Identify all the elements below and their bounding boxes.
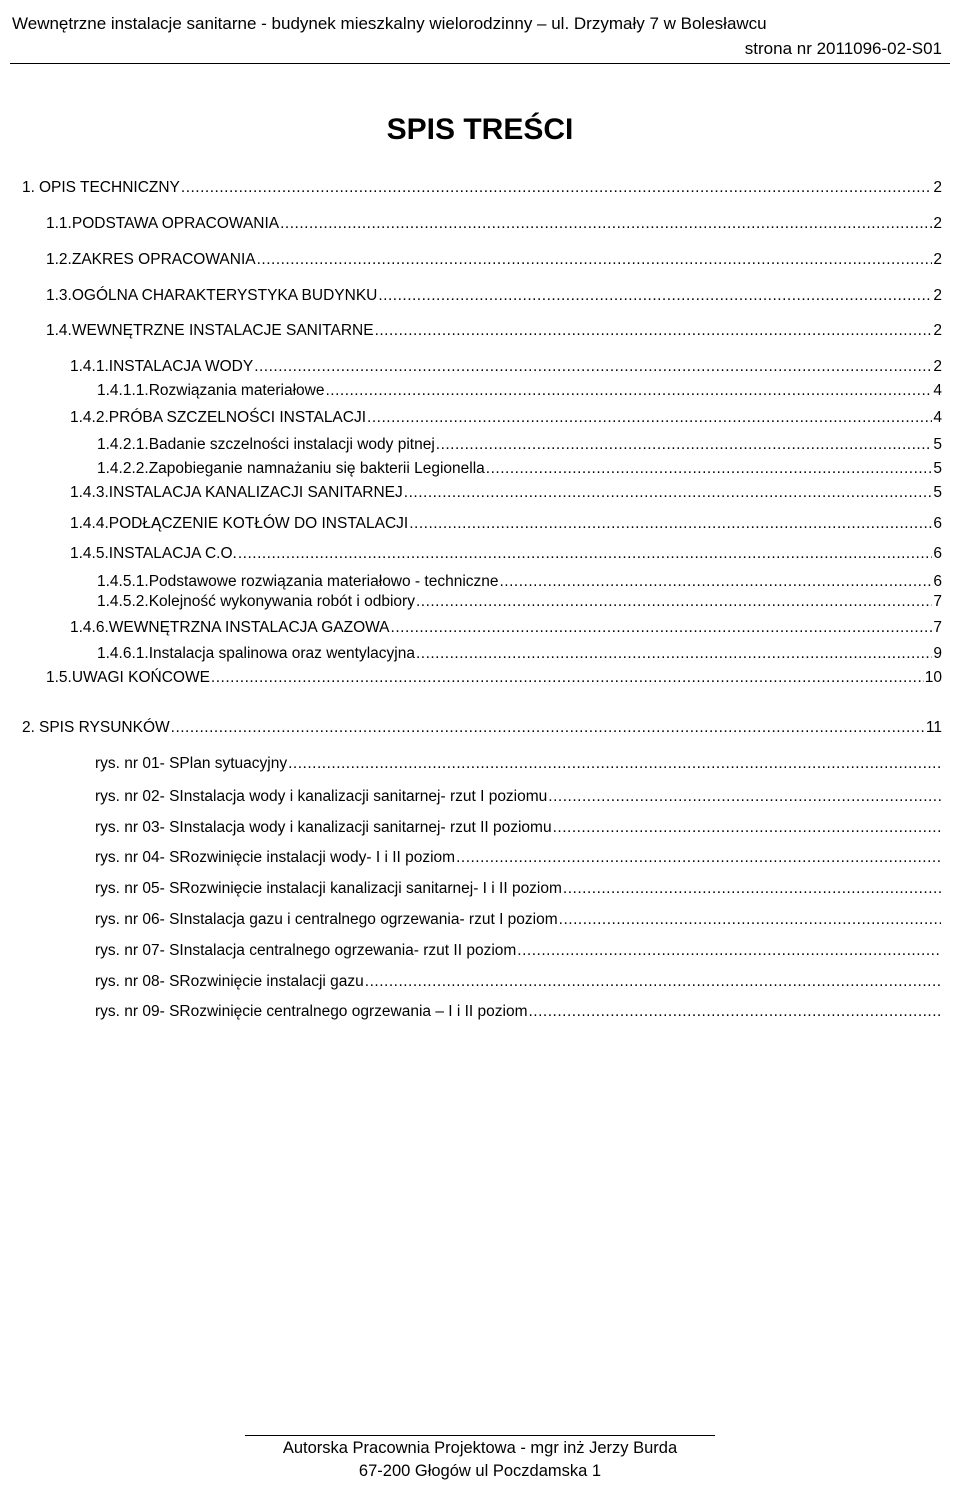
toc-entry-1-3[interactable] bbox=[46, 285, 942, 307]
figure-title: Instalacja wody i kanalizacji sanitarnej- rzut II poziomu bbox=[179, 819, 552, 836]
figure-entry-06[interactable] bbox=[95, 909, 942, 931]
figure-code: rys. nr 02- S bbox=[95, 788, 180, 805]
toc-leader bbox=[416, 643, 932, 665]
figure-title: Instalacja gazu i centralnego ogrzewania- rzut I poziom bbox=[179, 911, 558, 928]
figure-leader bbox=[529, 1001, 942, 1023]
figure-code: rys. nr 08- S bbox=[95, 973, 180, 990]
toc-entry-1-4-1-1[interactable] bbox=[97, 380, 942, 402]
toc-label: Instalacja spalinowa oraz wentylacyjna bbox=[148, 645, 415, 662]
toc-page: 2 bbox=[933, 358, 942, 375]
toc-number: 1.4.4. bbox=[70, 515, 109, 532]
figure-entry-04[interactable] bbox=[95, 847, 942, 869]
toc-page: 2 bbox=[933, 251, 942, 268]
toc-page: 2 bbox=[933, 322, 942, 339]
toc-leader bbox=[409, 513, 932, 535]
toc-number: 1.4. bbox=[46, 322, 72, 339]
toc-leader bbox=[280, 213, 932, 235]
figure-entry-08[interactable] bbox=[95, 971, 942, 993]
toc-label: Zapobieganie namnażaniu się bakterii Legionella bbox=[148, 460, 485, 477]
toc-number: 1.2. bbox=[46, 251, 72, 268]
figure-leader bbox=[288, 753, 941, 775]
toc-page: 6 bbox=[933, 573, 942, 590]
figure-leader bbox=[559, 909, 941, 931]
toc-label: Kolejność wykonywania robót i odbiory bbox=[148, 593, 415, 610]
toc-page: 2 bbox=[933, 179, 942, 196]
toc-leader bbox=[325, 380, 932, 402]
toc-number: 1.4.5. bbox=[70, 545, 109, 562]
toc-number: 1.4.2. bbox=[70, 409, 109, 426]
toc-number: 1.4.2.2. bbox=[97, 460, 149, 477]
toc-entry-1-4-2-1[interactable] bbox=[97, 434, 942, 456]
toc-number: 1.4.5.2. bbox=[97, 593, 149, 610]
toc-entry-1-4-5-2[interactable] bbox=[97, 591, 942, 613]
toc-leader bbox=[181, 177, 932, 199]
figure-title: Rozwinięcie instalacji gazu bbox=[179, 973, 364, 990]
toc-page: 6 bbox=[933, 515, 942, 532]
toc-leader bbox=[404, 482, 933, 504]
toc-number: 1.4.6.1. bbox=[97, 645, 149, 662]
header-page-ref: strona nr 2011096-02-S01 bbox=[744, 39, 942, 58]
figure-leader bbox=[365, 971, 941, 993]
toc-label: UWAGI KOŃCOWE bbox=[71, 669, 210, 686]
toc-leader bbox=[375, 320, 933, 342]
toc-page: 5 bbox=[933, 436, 942, 453]
toc-entry-1-4-2-2[interactable] bbox=[97, 458, 942, 480]
toc-number: 1.1. bbox=[46, 215, 72, 232]
toc-number: 1.4.1.1. bbox=[97, 382, 149, 399]
toc-label: SPIS RYSUNKÓW bbox=[39, 719, 170, 736]
figure-entry-09[interactable] bbox=[95, 1001, 942, 1023]
figure-title: Rozwinięcie centralnego ogrzewania – I i II poziom bbox=[179, 1003, 528, 1020]
toc-page: 11 bbox=[925, 719, 942, 736]
toc-label: PODSTAWA OPRACOWANIA bbox=[71, 215, 280, 232]
toc-entry-1[interactable] bbox=[22, 177, 942, 199]
toc-leader bbox=[211, 667, 924, 689]
footer-line-1: Autorska Pracownia Projektowa - mgr inż Jerzy Burda bbox=[282, 1439, 678, 1457]
toc-entry-1-4[interactable] bbox=[46, 320, 942, 342]
header-rule bbox=[10, 63, 950, 64]
toc-number: 1.4.1. bbox=[70, 358, 109, 375]
toc-page: 7 bbox=[933, 593, 942, 610]
toc-entry-1-2[interactable] bbox=[46, 249, 942, 271]
page-header bbox=[0, 0, 960, 68]
toc-page: 5 bbox=[933, 484, 942, 501]
figure-entry-03[interactable] bbox=[95, 817, 942, 839]
toc-leader bbox=[367, 407, 932, 429]
toc-leader bbox=[416, 591, 932, 613]
figure-code: rys. nr 06- S bbox=[95, 911, 180, 928]
toc-number: 1.4.2.1. bbox=[97, 436, 149, 453]
toc-label: ZAKRES OPRACOWANIA bbox=[71, 251, 256, 268]
toc-label: WEWNĘTRZNA INSTALACJA GAZOWA bbox=[108, 619, 390, 636]
figure-code: rys. nr 03- S bbox=[95, 819, 180, 836]
toc-page: 9 bbox=[933, 645, 942, 662]
toc-leader bbox=[436, 434, 933, 456]
toc-page: 7 bbox=[933, 619, 942, 636]
toc-label: Badanie szczelności instalacji wody pitnej bbox=[148, 436, 435, 453]
toc-entry-1-4-3[interactable] bbox=[70, 482, 942, 504]
figure-title: Rozwinięcie instalacji kanalizacji sanitarnej- I i II poziom bbox=[179, 880, 562, 897]
toc-label: PODŁĄCZENIE KOTŁÓW DO INSTALACJI bbox=[108, 515, 409, 532]
toc-entry-1-5[interactable] bbox=[46, 667, 942, 689]
toc-label: OPIS TECHNICZNY bbox=[38, 179, 180, 196]
toc-entry-1-4-4[interactable] bbox=[70, 513, 942, 535]
toc-label: INSTALACJA WODY bbox=[108, 358, 254, 375]
toc-leader bbox=[238, 543, 933, 565]
toc-entry-2[interactable] bbox=[22, 717, 942, 739]
toc-label: OGÓLNA CHARAKTERYSTYKA BUDYNKU bbox=[71, 287, 378, 304]
figure-title: Instalacja centralnego ogrzewania- rzut II poziom bbox=[179, 942, 517, 959]
figure-code: rys. nr 05- S bbox=[95, 880, 180, 897]
toc-number: 1.4.5.1. bbox=[97, 573, 149, 590]
figure-entry-01[interactable] bbox=[95, 753, 942, 775]
figure-code: rys. nr 09- S bbox=[95, 1003, 180, 1020]
footer-line-2: 67-200 Głogów ul Poczdamska 1 bbox=[358, 1462, 602, 1480]
toc-page: 2 bbox=[933, 215, 942, 232]
figure-leader bbox=[456, 847, 941, 869]
toc-entry-1-4-5-1[interactable] bbox=[97, 571, 942, 593]
toc-leader bbox=[171, 717, 925, 739]
toc-number: 1.3. bbox=[46, 287, 72, 304]
toc-page: 6 bbox=[933, 545, 942, 562]
toc-label: INSTALACJA C.O. bbox=[108, 545, 237, 562]
toc-leader bbox=[254, 356, 932, 378]
toc-label: WEWNĘTRZNE INSTALACJE SANITARNE bbox=[71, 322, 374, 339]
toc-number: 2. bbox=[22, 719, 35, 736]
toc-number: 1.4.6. bbox=[70, 619, 109, 636]
toc-leader bbox=[257, 249, 933, 271]
toc-page: 4 bbox=[933, 409, 942, 426]
toc-leader bbox=[500, 571, 933, 593]
toc-leader bbox=[486, 458, 933, 480]
toc-page: 5 bbox=[933, 460, 942, 477]
figure-entry-05[interactable] bbox=[95, 878, 942, 900]
figure-title: Instalacja wody i kanalizacji sanitarnej- rzut I poziomu bbox=[179, 788, 548, 805]
toc-label: Rozwiązania materiałowe bbox=[148, 382, 325, 399]
figure-entry-02[interactable] bbox=[95, 786, 942, 808]
toc-entry-1-4-6-1[interactable] bbox=[97, 643, 942, 665]
figure-leader bbox=[553, 817, 941, 839]
toc-entry-1-4-1[interactable] bbox=[70, 356, 942, 378]
figure-leader bbox=[517, 940, 941, 962]
toc-entry-1-4-2[interactable] bbox=[70, 407, 942, 429]
footer-rule bbox=[245, 1435, 715, 1436]
toc-page: 10 bbox=[924, 669, 942, 686]
toc-leader bbox=[391, 617, 933, 639]
toc-number: 1.5. bbox=[46, 669, 72, 686]
figure-code: rys. nr 04- S bbox=[95, 849, 180, 866]
header-title: Wewnętrzne instalacje sanitarne - budynek mieszkalny wielorodzinny – ul. Drzymały 7 w Bolesławcu bbox=[12, 14, 767, 33]
toc-label: Podstawowe rozwiązania materiałowo - techniczne bbox=[148, 573, 499, 590]
toc-leader bbox=[378, 285, 932, 307]
figure-title: Rozwinięcie instalacji wody- I i II poziom bbox=[179, 849, 456, 866]
document-title: SPIS TREŚCI bbox=[386, 113, 574, 146]
figure-code: rys. nr 01- S bbox=[95, 755, 180, 772]
toc-entry-1-1[interactable] bbox=[46, 213, 942, 235]
figure-entry-07[interactable] bbox=[95, 940, 942, 962]
figure-leader bbox=[563, 878, 941, 900]
toc-page: 2 bbox=[933, 287, 942, 304]
toc-label: PRÓBA SZCZELNOŚCI INSTALACJI bbox=[108, 409, 367, 426]
toc-entry-1-4-5[interactable] bbox=[70, 543, 942, 565]
figure-title: Plan sytuacyjny bbox=[179, 755, 288, 772]
toc-page: 4 bbox=[933, 382, 942, 399]
toc-number: 1. bbox=[22, 179, 35, 196]
figure-code: rys. nr 07- S bbox=[95, 942, 180, 959]
toc-entry-1-4-6[interactable] bbox=[70, 617, 942, 639]
toc-number: 1.4.3. bbox=[70, 484, 109, 501]
toc-label: INSTALACJA KANALIZACJI SANITARNEJ bbox=[108, 484, 403, 501]
figure-leader bbox=[548, 786, 941, 808]
